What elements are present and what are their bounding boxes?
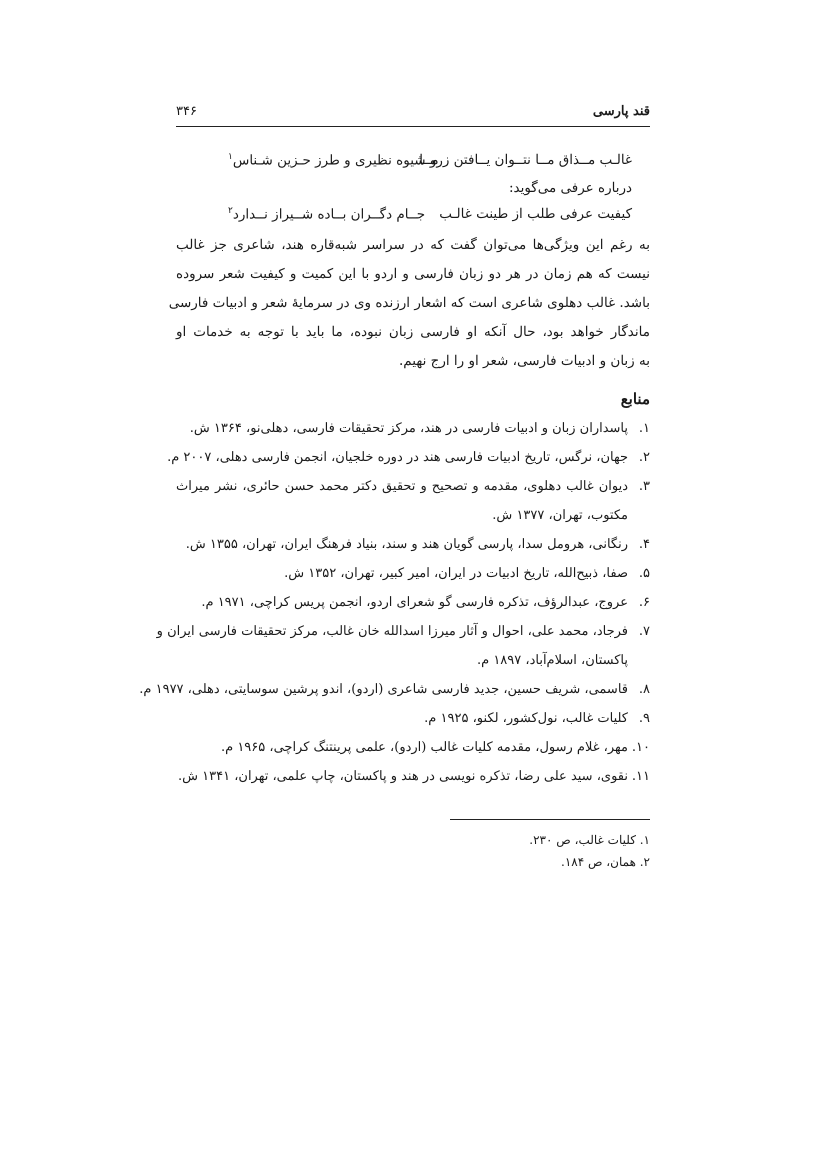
reference-item	[167, 443, 650, 472]
reference-text-continued: پاکستان، اسلام‌آباد، ۱۸۹۷ م.	[476, 653, 628, 668]
paragraph-line: به زبان و ادبیات فارسی، شعر او را ارج نهیم.	[399, 353, 650, 369]
footnote-marker-2: ۲	[228, 206, 233, 216]
reference-item	[176, 472, 650, 530]
reference-item	[176, 733, 650, 762]
paragraph-line: به رغم این ویژگی‌ها می‌توان گفت که در سراسر شبه‌قاره هند، شاعری جز غالب	[176, 237, 650, 253]
reference-number: ۱۰.	[631, 740, 650, 755]
book-title: قند پارسی	[592, 104, 650, 119]
footnote-marker-1: ۱	[228, 152, 233, 162]
paragraph-line: نیست که هم زمان در هر دو زبان فارسی و اردو با این کمیت و کیفیت شعر سروده	[176, 266, 650, 282]
reference-number: ۱۱.	[631, 769, 650, 784]
footnote-2: ۲. همان، ص ۱۸۴.	[561, 855, 650, 869]
verse-2-second-hemistich: جــام دگــران بــاده شــیراز نــدارد$^۲$	[228, 206, 426, 223]
reference-number: ۲.	[638, 450, 650, 465]
reference-text-continued: مکتوب، تهران، ۱۳۷۷ ش.	[492, 508, 628, 523]
references-list	[139, 414, 650, 791]
body-paragraph	[168, 231, 650, 376]
reference-item	[176, 704, 650, 733]
reference-number: ۵.	[638, 566, 650, 581]
reference-item	[176, 414, 650, 443]
reference-item	[139, 675, 650, 704]
reference-item	[176, 762, 650, 791]
page-number: ۳۴۶	[176, 104, 197, 119]
paragraph-line: باشد. غالب دهلوی شاعری است که اشعار ارزنده وی در سرمایۀ شعر و ادبیات فارسی	[168, 295, 650, 311]
reference-text: مهر، غلام رسول، مقدمه کلیات غالب (اردو)، علمی پرینتنگ کراچی، ۱۹۶۵ م.	[220, 740, 628, 755]
reference-item	[176, 588, 650, 617]
footnote-divider	[450, 819, 650, 820]
reference-item	[156, 617, 650, 675]
reference-number: ۹.	[638, 711, 650, 726]
reference-text: رنگانی، هرومل سدا، پارسی گویان هند و سند، بنیاد فرهنگ ایران، تهران، ۱۳۵۵ ش.	[185, 537, 628, 552]
reference-text: دیوان غالب دهلوی، مقدمه و تصحیح و تحقیق دکتر محمد حسن حائری، نشر میراث	[176, 479, 628, 494]
verse-1-second-hemistich: رو شیوه نظیری و طرز حـزین شـناس$^۱$	[228, 152, 443, 169]
verse-2-first-hemistich: کیفیت عرفی طلب از طینت غالـب	[439, 206, 632, 222]
reference-number: ۳.	[638, 479, 650, 494]
reference-number: ۸.	[638, 682, 650, 697]
reference-item	[176, 530, 650, 559]
reference-text: کلیات غالب، نول‌کشور، لکنو، ۱۹۲۵ م.	[424, 711, 628, 726]
reference-text: جهان، نرگس، تاریخ ادبیات فارسی هند در دوره خلجیان، انجمن فارسی دهلی، ۲۰۰۷ م.	[167, 450, 628, 465]
reference-number: ۴.	[638, 537, 650, 552]
reference-number: ۶.	[638, 595, 650, 610]
sources-heading: منابع	[620, 390, 650, 408]
paragraph-line: ماندگار خواهد بود، حال آنکه او فارسی زبان نبوده، ما باید با توجه به خدمات او	[176, 324, 650, 340]
running-header	[176, 100, 650, 127]
reference-number: ۷.	[638, 624, 650, 639]
reference-text: عروج، عبدالرؤف، تذکره فارسی گو شعرای اردو، انجمن پریس کراچی، ۱۹۷۱ م.	[201, 595, 628, 610]
reference-text: فرجاد، محمد علی، احوال و آثار میرزا اسدالله خان غالب، مرکز تحقیقات فارسی ایران و	[156, 624, 628, 639]
reference-text: پاسداران زبان و ادبیات فارسی در هند، مرکز تحقیقات فارسی، دهلی‌نو، ۱۳۶۴ ش.	[189, 421, 628, 436]
intro-line: درباره عرفی می‌گوید:	[508, 180, 632, 196]
reference-text: صفا، ذبیح‌الله، تاریخ ادبیات در ایران، امیر کبیر، تهران، ۱۳۵۲ ش.	[284, 566, 628, 581]
footnote-1: ۱. کلیات غالب، ص ۲۳۰.	[529, 833, 650, 847]
reference-item	[176, 559, 650, 588]
verse-1-first-hemistich: غالـب مــذاق مــا نتــوان یــافتن ز مــا	[419, 152, 632, 168]
reference-text: نقوی، سید علی رضا، تذکره نویسی در هند و پاکستان، چاپ علمی، تهران، ۱۳۴۱ ش.	[177, 769, 628, 784]
reference-number: ۱.	[638, 421, 650, 436]
reference-text: قاسمی، شریف حسین، جدید فارسی شاعری (اردو)، اندو پرشین سوسایتی، دهلی، ۱۹۷۷ م.	[139, 682, 628, 697]
